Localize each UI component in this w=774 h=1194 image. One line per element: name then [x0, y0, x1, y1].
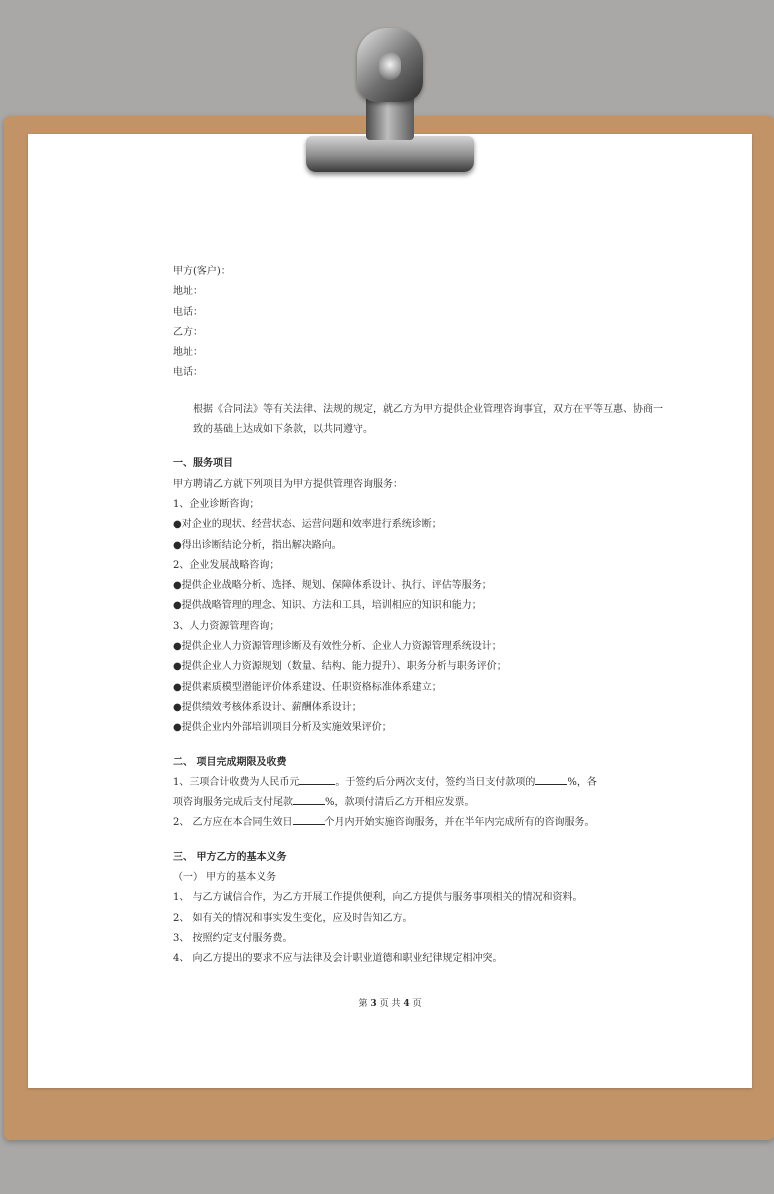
fee-text: %，款项付清后乙方开相应发票。 [325, 797, 475, 809]
first-payment-blank [535, 773, 567, 785]
section3-line: 4、 向乙方提出的要求不应与法律及会计职业道德和职业纪律规定相冲突。 [173, 953, 503, 965]
contract-content [173, 262, 663, 970]
party-b-address: 地址： [173, 347, 203, 359]
section1-line: ●提供战略管理的理念、知识、方法和工具，培训相应的知识和能力； [173, 600, 482, 612]
section1-title: 一、服务项目 [173, 458, 233, 470]
party-a-phone: 电话： [173, 306, 203, 318]
preamble: 根据《合同法》等有关法律、法规的规定，就乙方为甲方提供企业管理咨询事宜，双方在平等互惠、协商一致的基础上达成如下条款，以共同遵守。 [193, 403, 663, 436]
balance-blank [293, 793, 325, 805]
section3-line: 3、 按照约定支付服务费。 [173, 932, 293, 944]
section3-line: 2、 如有关的情况和事实发生变化，应及时告知乙方。 [173, 912, 413, 924]
party-b-phone: 电话： [173, 367, 203, 379]
section1-line: ●提供绩效考核体系设计、薪酬体系设计； [173, 701, 362, 713]
fee-text: 。于签约后分两次支付，签约当日支付款项的 [335, 776, 536, 788]
fee-amount-blank [299, 773, 335, 785]
section2-schedule-line [173, 813, 613, 833]
schedule-text: 2、 乙方应在本合同生效日 [173, 817, 293, 829]
schedule-text: 个月内开始实施咨询服务，并在半年内完成所有的咨询服务。 [324, 817, 595, 829]
section1-line: 3、人力资源管理咨询； [173, 620, 280, 632]
section1-line: ●对企业的现状、经营状态、运营问题和效率进行系统诊断； [173, 519, 442, 531]
section3-line: 1、 与乙方诚信合作，为乙方开展工作提供便利，向乙方提供与服务事项相关的情况和资料。 [173, 892, 583, 904]
section3-subtitle: （一） 甲方的基本义务 [173, 872, 277, 884]
party-a-address: 地址： [173, 286, 203, 298]
months-blank [293, 813, 325, 825]
section2-title: 二、 项目完成期限及收费 [173, 756, 287, 768]
clip-hole [379, 52, 401, 80]
section1-line: 2、企业发展战略咨询； [173, 559, 280, 571]
section1-line: ●提供企业内外部培训项目分析及实施效果评价； [173, 722, 392, 734]
section1-line: ●提供企业战略分析、选择、规划、保障体系设计、执行、评估等服务； [173, 580, 492, 592]
total-pages: 4 [403, 999, 410, 1009]
section1-intro: 甲方聘请乙方就下列项目为甲方提供管理咨询服务： [173, 478, 403, 490]
fee-text: 项咨询服务完成后支付尾款 [173, 797, 293, 809]
section1-line: 1、企业诊断咨询； [173, 498, 260, 510]
page-prefix: 第 [358, 999, 368, 1009]
fee-text: 1、三项合计收费为人民币元 [173, 776, 300, 788]
section1-line: ●提供素质模型潜能评价体系建设、任职资格标准体系建立； [173, 681, 442, 693]
page-suffix: 页 [412, 999, 422, 1009]
section1-line: ●提供企业人力资源管理诊断及有效性分析、企业人力资源管理系统设计； [173, 641, 502, 653]
current-page: 3 [370, 999, 377, 1009]
page-middle: 页 共 [379, 999, 401, 1009]
fee-text: %，各 [567, 776, 597, 788]
section2-fee-line [173, 773, 613, 793]
section1-line: ●得出诊断结论分析，指出解决路向。 [173, 539, 342, 551]
section1-line: ●提供企业人力资源规划（数量、结构、能力提升）、职务分析与职务评价； [173, 661, 507, 673]
section2-balance-line [173, 793, 613, 813]
page-number [28, 996, 752, 1009]
party-b-label: 乙方： [173, 326, 203, 338]
party-a-label: 甲方(客户)： [173, 266, 231, 277]
party-fields [173, 262, 613, 384]
clip-plate [306, 136, 474, 172]
section3-title: 三、 甲方乙方的基本义务 [173, 851, 287, 863]
